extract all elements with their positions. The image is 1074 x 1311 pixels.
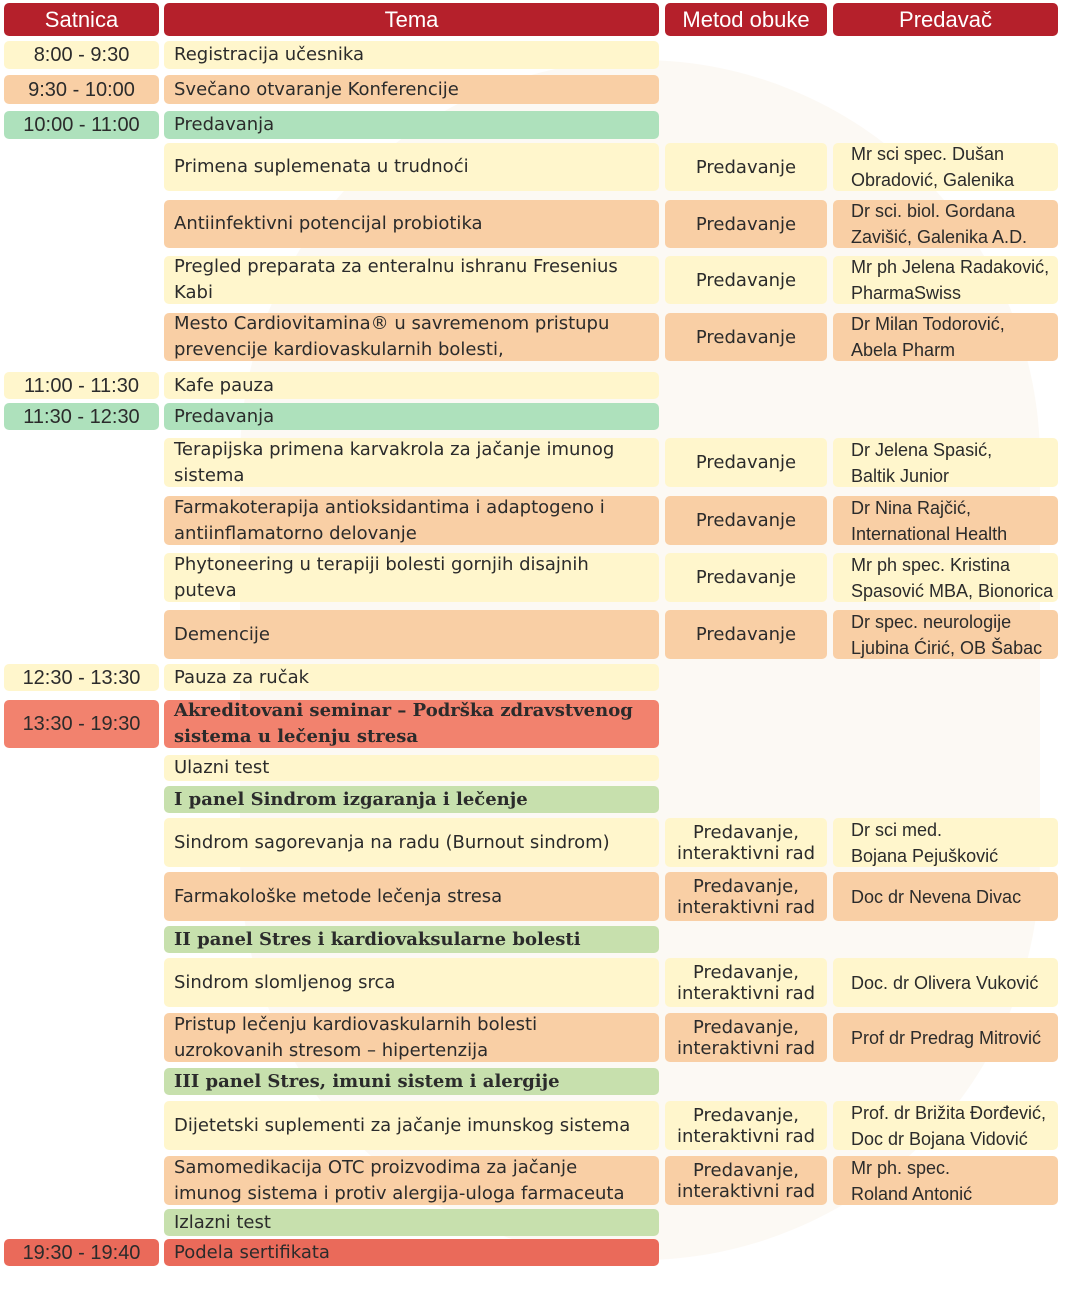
row-24-speaker: Mr ph. spec. Roland Antonić	[833, 1156, 1058, 1205]
row-1-topic: Svečano otvaranje Konferencije	[164, 75, 659, 104]
row-12-speaker: Dr spec. neurologije Ljubina Ćirić, OB Šabac	[833, 610, 1058, 659]
row-9-topic: Terapijska primena karvakrola za jačanje imunog sistema	[164, 438, 659, 487]
row-13-topic: Pauza za ručak	[164, 664, 659, 691]
row-21-topic: Pristup lečenju kardiovaskularnih bolesti uzrokovanih stresom – hipertenzija	[164, 1013, 659, 1062]
header-metod-obuke: Metod obuke	[665, 3, 827, 36]
row-6-method: Predavanje	[665, 313, 827, 361]
row-13-time: 12:30 - 13:30	[4, 664, 159, 691]
row-2-time: 10:00 - 11:00	[4, 111, 159, 139]
row-14-time: 13:30 - 19:30	[4, 700, 159, 748]
row-20-topic: Sindrom slomljenog srca	[164, 958, 659, 1007]
row-4-speaker: Dr sci. biol. Gordana Zavišić, Galenika A.D.	[833, 200, 1058, 248]
row-6-topic: Mesto Cardiovitamina® u savremenom pristupu prevencije kardiovaskularnih bolesti,	[164, 313, 659, 361]
row-5-method: Predavanje	[665, 256, 827, 304]
row-12-topic: Demencije	[164, 610, 659, 659]
row-17-method: Predavanje, interaktivni rad	[665, 818, 827, 867]
row-11-method: Predavanje	[665, 553, 827, 602]
header-predavac: Predavač	[833, 3, 1058, 36]
row-4-method: Predavanje	[665, 200, 827, 248]
row-17-speaker: Dr sci med. Bojana Pejušković	[833, 818, 1058, 867]
row-5-speaker: Mr ph Jelena Radaković, PharmaSwiss	[833, 256, 1058, 304]
row-23-speaker: Prof. dr Brižita Đorđević, Doc dr Bojana Vidović	[833, 1101, 1058, 1150]
row-0-topic: Registracija učesnika	[164, 41, 659, 69]
row-1-time: 9:30 - 10:00	[4, 75, 159, 104]
row-9-speaker: Dr Jelena Spasić, Baltik Junior	[833, 438, 1058, 487]
row-4-topic: Antiinfektivni potencijal probiotika	[164, 200, 659, 248]
row-8-topic: Predavanja	[164, 403, 659, 430]
row-26-time: 19:30 - 19:40	[4, 1239, 159, 1266]
row-23-topic: Dijetetski suplementi za jačanje imunskog sistema	[164, 1101, 659, 1150]
row-24-topic: Samomedikacija OTC proizvodima za jačanje imunog sistema i protiv alergija-uloga farmaceuta	[164, 1156, 659, 1205]
row-20-method: Predavanje, interaktivni rad	[665, 958, 827, 1007]
header-satnica: Satnica	[4, 3, 159, 36]
row-18-speaker: Doc dr Nevena Divac	[833, 872, 1058, 921]
row-11-topic: Phytoneering u terapiji bolesti gornjih disajnih puteva	[164, 553, 659, 602]
row-12-method: Predavanje	[665, 610, 827, 659]
row-23-method: Predavanje, interaktivni rad	[665, 1101, 827, 1150]
row-0-time: 8:00 - 9:30	[4, 41, 159, 69]
row-10-speaker: Dr Nina Rajčić, International Health	[833, 496, 1058, 545]
row-7-time: 11:00 - 11:30	[4, 372, 159, 399]
row-5-topic: Pregled preparata za enteralnu ishranu Fresenius Kabi	[164, 256, 659, 304]
row-21-method: Predavanje, interaktivni rad	[665, 1013, 827, 1062]
row-21-speaker: Prof dr Predrag Mitrović	[833, 1013, 1058, 1062]
row-15-topic: Ulazni test	[164, 755, 659, 781]
row-17-topic: Sindrom sagorevanja na radu (Burnout sindrom)	[164, 818, 659, 867]
row-10-topic: Farmakoterapija antioksidantima i adaptogeno i antiinflamatorno delovanje	[164, 496, 659, 545]
header-tema: Tema	[164, 3, 659, 36]
row-9-method: Predavanje	[665, 438, 827, 487]
row-10-method: Predavanje	[665, 496, 827, 545]
row-7-topic: Kafe pauza	[164, 372, 659, 399]
row-14-topic: Akreditovani seminar – Podrška zdravstvenog sistema u lečenju stresa	[164, 700, 659, 748]
row-3-speaker: Mr sci spec. Dušan Obradović, Galenika	[833, 143, 1058, 191]
row-19-topic: II panel Stres i kardiovaksularne bolesti	[164, 926, 659, 953]
row-18-method: Predavanje, interaktivni rad	[665, 872, 827, 921]
row-22-topic: III panel Stres, imuni sistem i alergije	[164, 1068, 659, 1095]
row-3-method: Predavanje	[665, 143, 827, 191]
row-6-speaker: Dr Milan Todorović, Abela Pharm	[833, 313, 1058, 361]
row-3-topic: Primena suplemenata u trudnoći	[164, 143, 659, 191]
row-26-topic: Podela sertifikata	[164, 1239, 659, 1266]
row-20-speaker: Doc. dr Olivera Vuković	[833, 958, 1058, 1007]
row-16-topic: I panel Sindrom izgaranja i lečenje	[164, 786, 659, 813]
row-25-topic: Izlazni test	[164, 1209, 659, 1236]
row-8-time: 11:30 - 12:30	[4, 403, 159, 430]
row-2-topic: Predavanja	[164, 111, 659, 139]
row-18-topic: Farmakološke metode lečenja stresa	[164, 872, 659, 921]
row-24-method: Predavanje, interaktivni rad	[665, 1156, 827, 1205]
row-11-speaker: Mr ph spec. Kristina Spasović MBA, Bionorica	[833, 553, 1058, 602]
